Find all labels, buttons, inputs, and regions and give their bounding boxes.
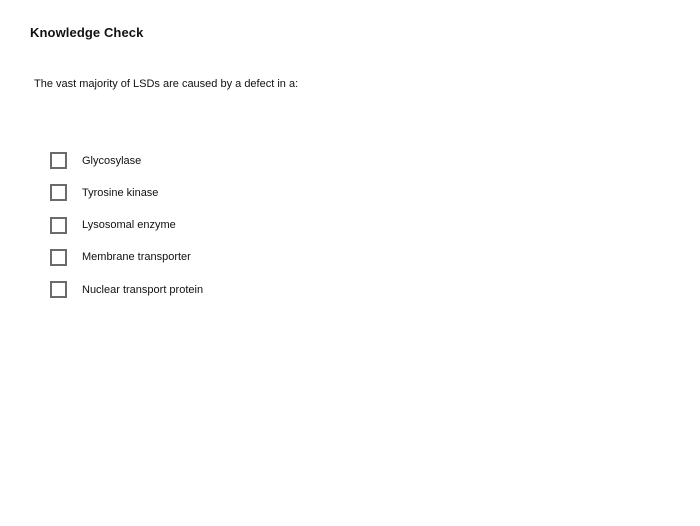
checkbox[interactable] (50, 217, 67, 234)
page-title: Knowledge Check (30, 25, 144, 40)
answer-option-tyrosine-kinase[interactable] (50, 182, 203, 203)
answer-option-nuclear-transport-protein[interactable] (50, 279, 203, 300)
checkbox[interactable] (50, 184, 67, 201)
checkbox[interactable] (50, 249, 67, 266)
answer-option-glycosylase[interactable] (50, 150, 203, 171)
checkbox[interactable] (50, 281, 67, 298)
answer-options (50, 150, 203, 311)
answer-option-label: Lysosomal enzyme (82, 219, 176, 232)
answer-option-lysosomal-enzyme[interactable] (50, 215, 203, 236)
answer-option-label: Tyrosine kinase (82, 186, 159, 199)
answer-option-label: Nuclear transport protein (82, 283, 204, 296)
answer-option-membrane-transporter[interactable] (50, 247, 203, 268)
checkbox[interactable] (50, 152, 67, 169)
question-text: The vast majority of LSDs are caused by a defect in a: (34, 78, 299, 90)
answer-option-label: Membrane transporter (82, 251, 191, 264)
answer-option-label: Glycosylase (82, 154, 142, 167)
